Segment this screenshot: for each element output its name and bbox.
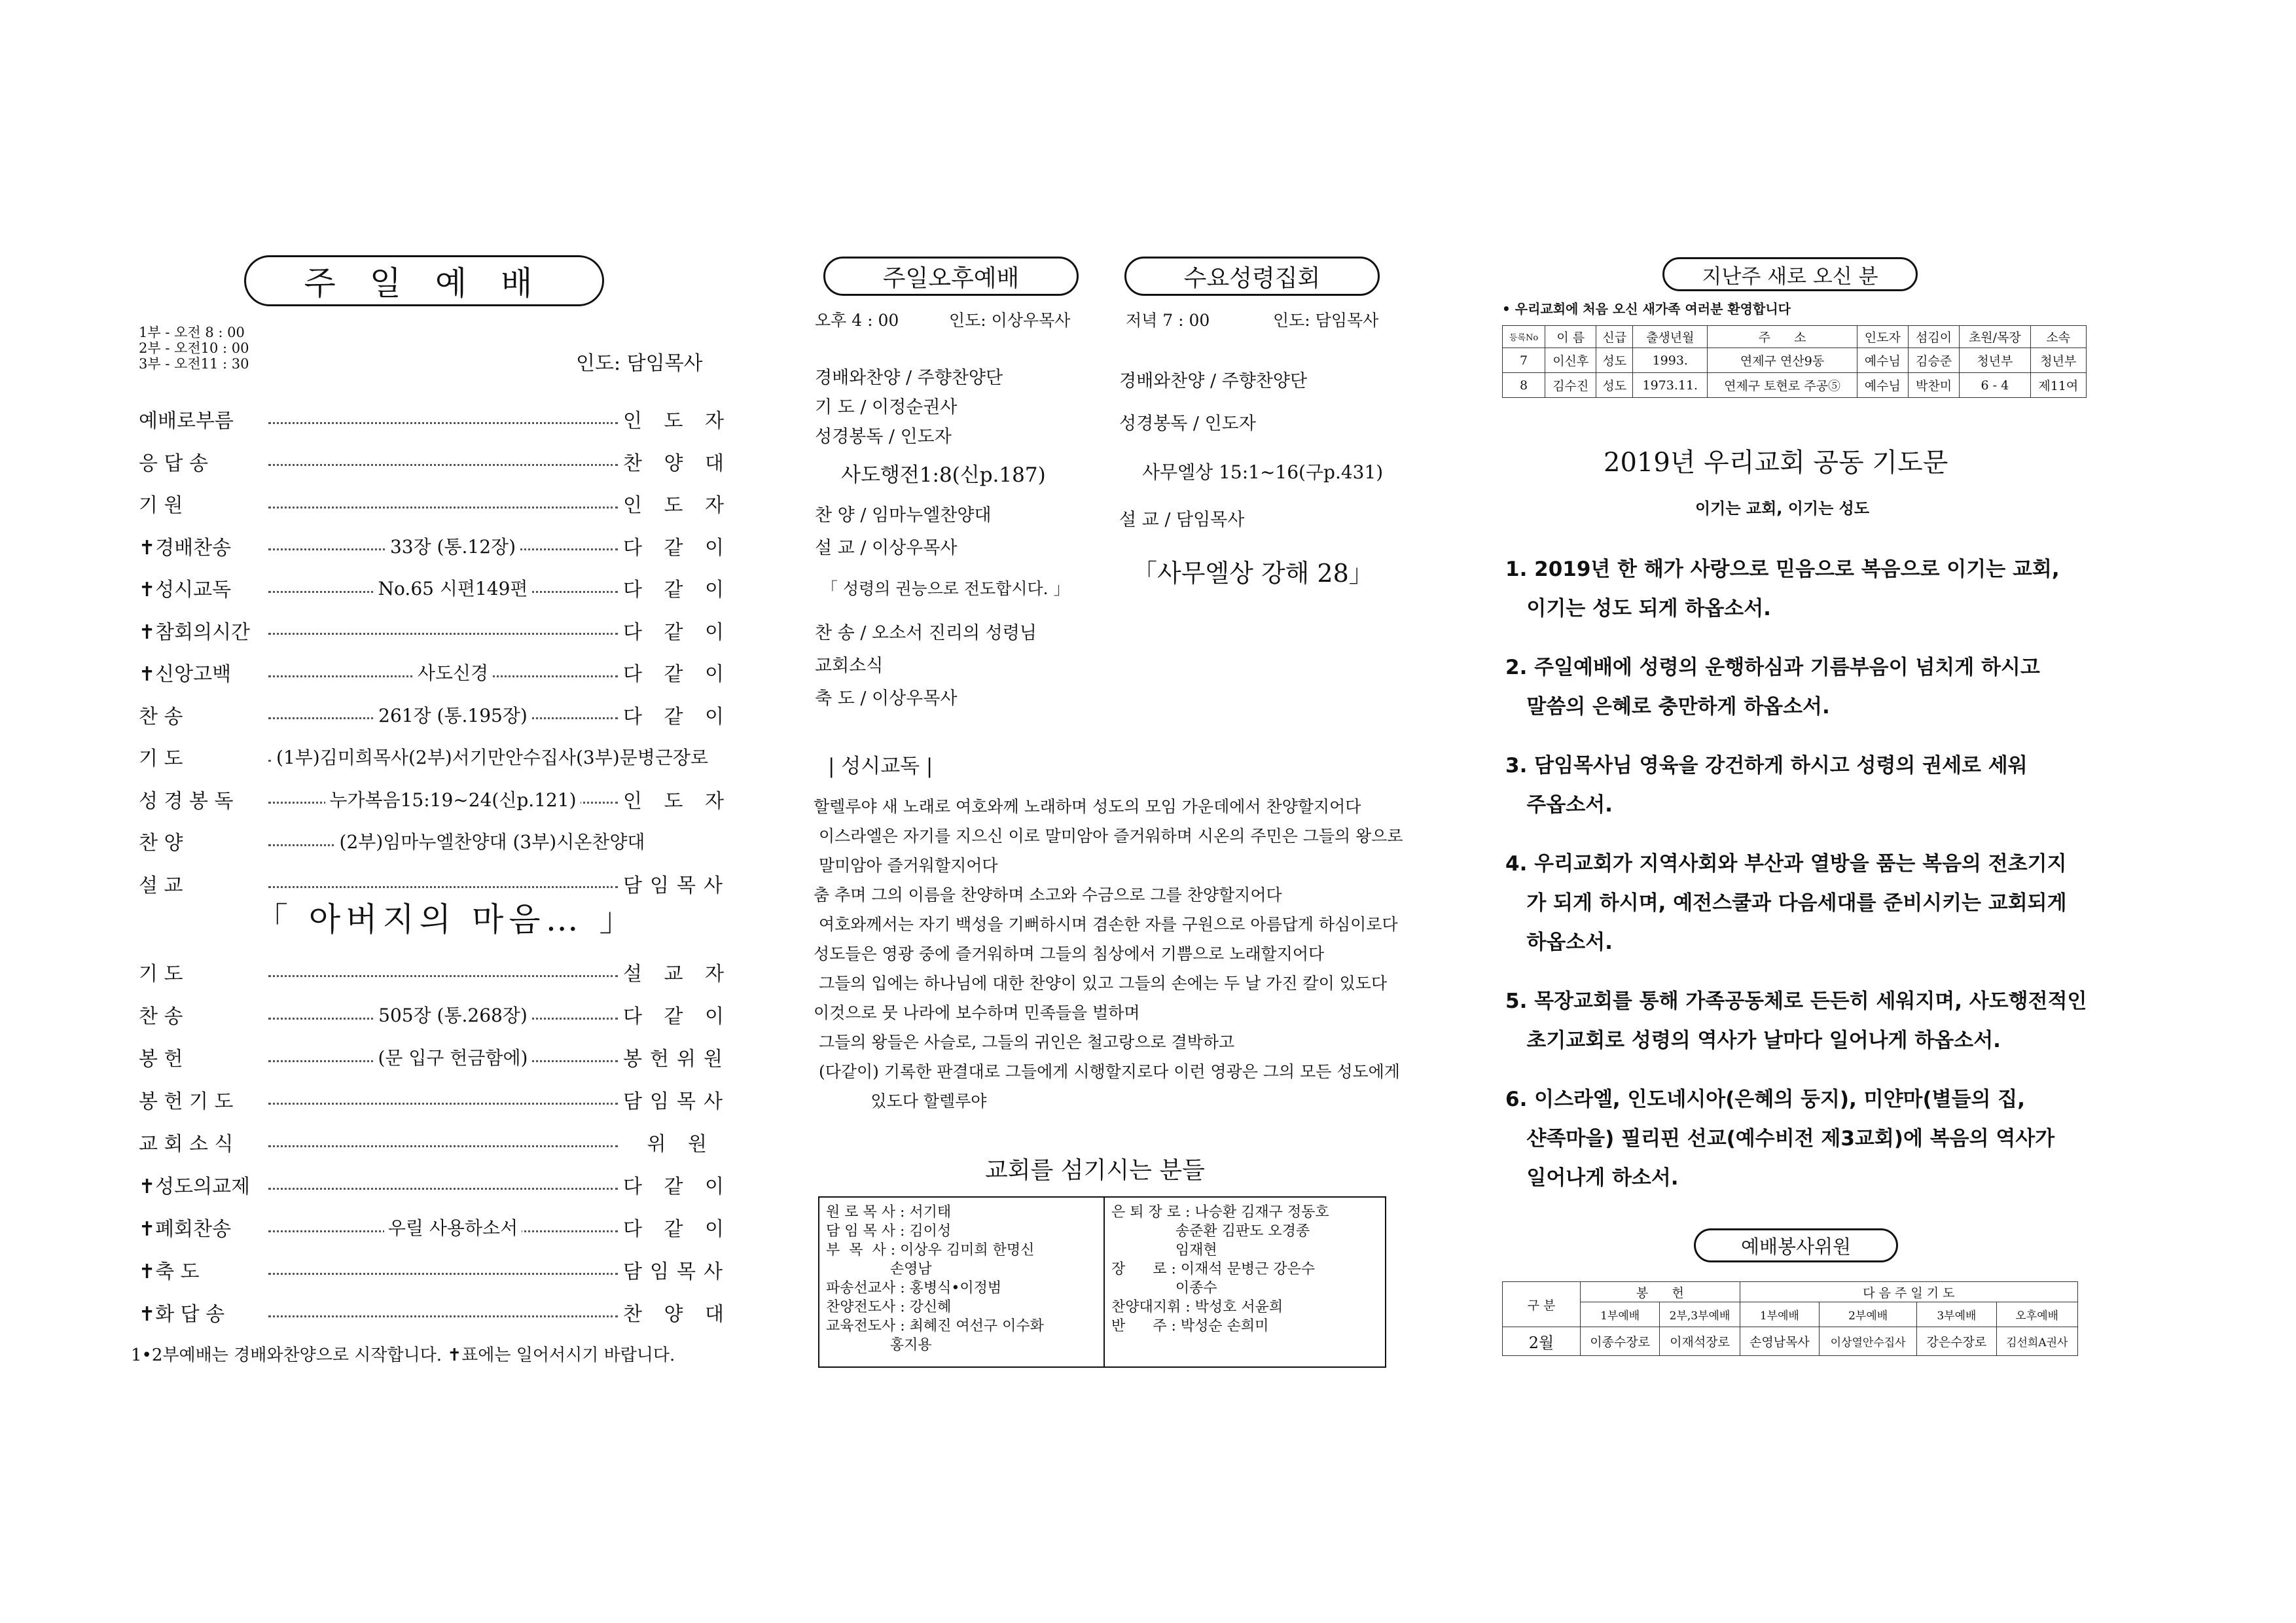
afternoon-item: 축 도 / 이상우목사 xyxy=(815,688,958,709)
order-label: ✝참회의시간 xyxy=(139,620,251,644)
prayer-line: 하옵소서. xyxy=(1505,931,1613,954)
header-cell: 등록No xyxy=(1503,326,1545,348)
table-cell: 성도 xyxy=(1596,348,1633,373)
order-detail xyxy=(289,1214,617,1240)
order-leader: 다 같 이 xyxy=(623,579,732,601)
header-cell: 소속 xyxy=(2030,326,2086,348)
order-label: 설 교 xyxy=(139,874,183,897)
table-cell: 예수님 xyxy=(1857,373,1908,398)
header-cell: 2부,3부예배 xyxy=(1660,1302,1740,1327)
order-row xyxy=(139,1129,715,1155)
leader-dots xyxy=(268,1315,618,1317)
newcomers-welcome: • 우리교회에 처음 오신 새가족 여러분 환영합니다 xyxy=(1502,301,1791,317)
header-cell: 오후예배 xyxy=(1996,1302,2077,1327)
order-detail xyxy=(289,659,617,685)
staff-line: 반 주 : 박성순 손희미 xyxy=(1111,1318,1269,1334)
reading-line: 할렐루야 새 노래로 여호와께 노래하며 성도의 모임 가운데에서 찬양할지어다 xyxy=(814,797,1361,816)
service-times xyxy=(139,325,249,372)
leader-dots xyxy=(268,633,618,635)
leader-dots xyxy=(268,1145,618,1147)
reading-text xyxy=(814,792,1416,1116)
order-row xyxy=(139,533,732,560)
order-label: ✝화 답 송 xyxy=(139,1303,225,1326)
prayer-line: 4. 우리교회가 지역사회와 부산과 열방을 품는 복음의 전초기지 xyxy=(1505,852,2067,876)
order-row xyxy=(139,1257,730,1283)
order-row xyxy=(139,1001,732,1028)
prayer-line: 초기교회로 성령의 역사가 날마다 일어나게 하옵소서. xyxy=(1505,1029,2001,1052)
prayer-item xyxy=(1505,982,2094,1060)
wednesday-leader: 인도: 담임목사 xyxy=(1273,311,1379,330)
order-label: 기 도 xyxy=(139,747,183,770)
table-cell: 제11여 xyxy=(2030,373,2086,398)
order-detail xyxy=(289,1044,617,1070)
order-leader: 다 같 이 xyxy=(623,1218,732,1241)
order-leader: 담임목사 xyxy=(623,1260,730,1283)
table-cell: 손영남목사 xyxy=(1740,1327,1819,1356)
service-table xyxy=(1502,1281,2078,1356)
header-cell: 구 분 xyxy=(1503,1282,1581,1327)
table-row xyxy=(1503,373,2087,398)
wednesday-item: 성경봉독 / 인도자 xyxy=(1119,414,1256,434)
prayer-line: 6. 이스라엘, 인도네시아(은혜의 둥지), 미얀마(별들의 집, xyxy=(1505,1088,2026,1111)
table-cell: 이종수장로 xyxy=(1581,1327,1660,1356)
time-2: 2부 - 오전10 : 00 xyxy=(139,340,249,356)
prayer-line: 1. 2019년 한 해가 사랑으로 믿음으로 복음으로 이기는 교회, xyxy=(1505,558,2060,581)
staff-line: 홍지용 xyxy=(826,1337,932,1353)
table-cell: 김선희A권사 xyxy=(1996,1327,2077,1356)
order-leader: 다 같 이 xyxy=(623,620,732,644)
prayer-line: 일어나게 하소서. xyxy=(1505,1166,1679,1190)
order-detail xyxy=(270,828,715,854)
table-cell: 이재석장로 xyxy=(1660,1327,1740,1356)
footnote: 1•2부예배는 경배와찬양으로 시작합니다. ✝표에는 일어서시기 바랍니다. xyxy=(131,1346,675,1365)
order-label: 교 회 소 식 xyxy=(139,1133,234,1156)
staff-line: 찬양전도사 : 강신혜 xyxy=(826,1299,952,1315)
order-row xyxy=(139,870,730,897)
order-leader: 다 같 이 xyxy=(623,1005,732,1028)
staff-line: 손영남 xyxy=(826,1261,932,1277)
order-detail xyxy=(289,1001,617,1027)
afternoon-leader: 인도: 이상우목사 xyxy=(949,311,1071,330)
order-detail xyxy=(289,786,617,812)
afternoon-item: 찬 송 / 오소서 진리의 성령님 xyxy=(815,623,1037,643)
prayer-item xyxy=(1505,1080,2094,1198)
table-cell: 이신후 xyxy=(1545,348,1596,373)
afternoon-sermon: 「 성령의 권능으로 전도합시다. 」 xyxy=(821,579,1070,598)
order-label: 예배로부름 xyxy=(139,410,234,433)
afternoon-time: 오후 4 : 00 xyxy=(815,311,899,330)
staff-line: 부 목 사 : 이상우 김미희 한명신 xyxy=(826,1242,1035,1258)
table-cell: 6 - 4 xyxy=(1960,373,2030,398)
reading-line: 성도들은 영광 중에 즐거워하며 그들의 침상에서 기쁨으로 노래할지어다 xyxy=(814,944,1325,963)
order-detail-text: 사도신경 xyxy=(414,662,492,684)
order-label: 응 답 송 xyxy=(139,452,209,475)
reading-line: (다같이) 기록한 판결대로 그들에게 시행할지로다 이런 영광은 그의 모든 성도에게 xyxy=(814,1062,1400,1081)
table-cell: 연제구 토현로 주공⑤ xyxy=(1708,373,1857,398)
order-leader: 담임목사 xyxy=(623,1090,730,1113)
afternoon-item: 교회소식 xyxy=(815,656,884,676)
reading-line: 여호와께서는 자기 백성을 기뻐하시며 겸손한 자를 구원으로 아름답게 하심이로다 xyxy=(814,915,1398,934)
order-detail xyxy=(289,702,617,728)
order-label: ✝성도의교제 xyxy=(139,1175,251,1198)
order-label: 찬 양 xyxy=(139,832,183,855)
staff-line: 은 퇴 장 로 : 나승환 김재구 정동호 xyxy=(1111,1204,1329,1221)
prayer-line: 가 되게 하시며, 예전스쿨과 다음세대를 준비시키는 교회되게 xyxy=(1505,891,2067,915)
header-cell: 출생년월 xyxy=(1633,326,1708,348)
order-label: ✝신앙고백 xyxy=(139,663,232,686)
sermon-title: 「 아버지의 마음… 」 xyxy=(255,901,637,938)
order-detail xyxy=(289,575,617,601)
staff-box xyxy=(818,1196,1386,1368)
header-cell: 이 름 xyxy=(1545,326,1596,348)
header-cell: 초원/목장 xyxy=(1960,326,2030,348)
leader-dots xyxy=(268,422,618,424)
prayer-line: 말씀의 은혜로 충만하게 하옵소서. xyxy=(1505,695,1830,719)
table-cell: 청년부 xyxy=(1960,348,2030,373)
reading-line: 춤 추며 그의 이름을 찬양하며 소고와 수금으로 그를 찬양할지어다 xyxy=(814,885,1282,904)
table-cell: 예수님 xyxy=(1857,348,1908,373)
afternoon-scripture: 사도행전1:8(신p.187) xyxy=(841,463,1046,487)
newcomers-table xyxy=(1502,325,2087,398)
order-row xyxy=(139,490,732,517)
wednesday-item: 설 교 / 담임목사 xyxy=(1119,510,1245,530)
afternoon-item: 찬 양 / 임마누엘찬양대 xyxy=(815,505,992,526)
order-row xyxy=(139,1044,730,1071)
reading-line: 말미암아 즐거워할지어다 xyxy=(814,856,998,875)
leader-dots xyxy=(268,975,618,977)
order-label: 봉 헌 xyxy=(139,1048,183,1071)
leader-dots xyxy=(268,464,618,466)
order-detail-text: (문 입구 헌금함에) xyxy=(374,1047,532,1069)
table-header-row xyxy=(1503,1302,2078,1327)
afternoon-item: 성경봉독 / 인도자 xyxy=(815,427,952,447)
order-leader: 다 같 이 xyxy=(623,1175,732,1198)
order-label: 찬 송 xyxy=(139,705,183,728)
sunday-service-title: 주 일 예 배 xyxy=(244,255,604,306)
order-row xyxy=(139,448,732,475)
order-label: ✝축 도 xyxy=(139,1260,200,1283)
order-leader: 인 도 자 xyxy=(623,410,732,433)
staff-line: 송준환 김판도 오경종 xyxy=(1111,1223,1310,1240)
order-leader: 설 교 자 xyxy=(623,963,732,986)
order-row xyxy=(139,1171,732,1198)
leader-dots xyxy=(268,507,618,508)
reading-line: 그들의 왕들은 사슬로, 그들의 귀인은 철고랑으로 결박하고 xyxy=(814,1033,1235,1052)
order-leader: 찬 양 대 xyxy=(623,1303,732,1326)
table-row xyxy=(1503,348,2087,373)
afternoon-item: 경배와찬양 / 주향찬양단 xyxy=(815,368,1003,388)
reading-line: 있도다 할렐루야 xyxy=(814,1092,987,1111)
leader-dots xyxy=(268,886,618,888)
order-row xyxy=(139,1086,730,1113)
reading-line: 그들의 입에는 하나님에 대한 찬양이 있고 그들의 손에는 두 날 가진 칼이 있도다 xyxy=(814,974,1388,993)
header-cell: 1부예배 xyxy=(1581,1302,1660,1327)
header-cell: 섬김이 xyxy=(1908,326,1959,348)
afternoon-title: 주일오후예배 xyxy=(823,257,1079,296)
reading-line: 이스라엘은 자기를 지으신 이로 말미암아 즐거워하며 시온의 주민은 그들의 왕으로 xyxy=(814,827,1403,846)
order-label: 기 원 xyxy=(139,494,183,517)
prayer-list xyxy=(1505,550,2094,1217)
table-cell: 청년부 xyxy=(2030,348,2086,373)
staff-line: 파송선교사 : 홍병식•이정범 xyxy=(826,1280,1002,1296)
table-cell: 연제구 연산9동 xyxy=(1708,348,1857,373)
sunday-leader: 인도: 담임목사 xyxy=(576,352,703,375)
table-cell: 7 xyxy=(1503,348,1545,373)
order-row xyxy=(139,702,732,728)
order-row xyxy=(139,406,732,433)
header-cell: 신급 xyxy=(1596,326,1633,348)
header-cell: 1부예배 xyxy=(1740,1302,1819,1327)
table-cell: 이상열안수집사 xyxy=(1820,1327,1917,1356)
staff-line: 찬양대지휘 : 박성호 서윤희 xyxy=(1111,1299,1283,1315)
order-detail-text: (1부)김미희목사(2부)서기만안수집사(3부)문병근장로 xyxy=(272,747,712,768)
order-detail-text: (2부)임마누엘찬양대 (3부)시온찬양대 xyxy=(336,831,649,853)
prayer-item xyxy=(1505,746,2094,825)
order-row xyxy=(139,743,715,770)
newcomers-title: 지난주 새로 오신 분 xyxy=(1662,257,1918,291)
order-row xyxy=(139,786,732,813)
prayer-line: 주옵소서. xyxy=(1505,793,1613,817)
header-cell: 주 소 xyxy=(1708,326,1857,348)
table-cell: 강은수장로 xyxy=(1917,1327,1996,1356)
time-3: 3부 - 오전11 : 30 xyxy=(139,356,249,372)
order-row xyxy=(139,1299,732,1326)
leader-dots xyxy=(268,1273,618,1275)
wednesday-item: 경배와찬양 / 주향찬양단 xyxy=(1119,371,1308,391)
table-cell: 김승준 xyxy=(1908,348,1959,373)
order-row xyxy=(139,1214,732,1241)
table-cell: 김수진 xyxy=(1545,373,1596,398)
order-row xyxy=(139,659,732,686)
wednesday-title: 수요성령집회 xyxy=(1124,257,1380,296)
table-row xyxy=(1503,1327,2078,1356)
table-header-row xyxy=(1503,1282,2078,1302)
order-leader: 다 같 이 xyxy=(623,663,732,686)
prayer-title: 2019년 우리교회 공동 기도문 xyxy=(1604,448,1948,478)
table-cell: 1993. xyxy=(1633,348,1708,373)
wednesday-time: 저녁 7 : 00 xyxy=(1126,311,1210,330)
prayer-item xyxy=(1505,844,2094,962)
leader-dots xyxy=(268,1188,618,1190)
header-cell: 3부예배 xyxy=(1917,1302,1996,1327)
order-leader: 인 도 자 xyxy=(623,789,732,813)
service-committee-title: 예배봉사위원 xyxy=(1694,1228,1898,1262)
order-detail-text: 우릴 사용하소서 xyxy=(384,1217,522,1239)
table-cell: 2월 xyxy=(1503,1327,1581,1356)
prayer-item xyxy=(1505,550,2094,628)
order-leader: 인 도 자 xyxy=(623,494,732,517)
order-detail-text: 누가복음15:19~24(신p.121) xyxy=(325,789,580,811)
order-label: 기 도 xyxy=(139,963,183,986)
staff-title: 교회를 섬기시는 분들 xyxy=(985,1157,1205,1184)
staff-line: 담 임 목 사 : 김이성 xyxy=(826,1223,952,1240)
order-detail-text: 261장 (통.195장) xyxy=(374,705,531,726)
staff-left xyxy=(819,1198,1105,1366)
order-detail xyxy=(270,743,715,770)
order-label: 성 경 봉 독 xyxy=(139,789,234,813)
staff-line: 원 로 목 사 : 서기태 xyxy=(826,1204,952,1221)
order-leader: 담임목사 xyxy=(623,874,730,897)
table-cell: 1973.11. xyxy=(1633,373,1708,398)
order-leader: 다 같 이 xyxy=(623,705,732,728)
order-label: 찬 송 xyxy=(139,1005,183,1028)
table-header-row xyxy=(1503,326,2087,348)
reading-title: | 성시교독 | xyxy=(828,755,933,778)
afternoon-item: 기 도 / 이정순권사 xyxy=(815,397,958,418)
prayer-line: 5. 목장교회를 통해 가족공동체로 든든히 세워지며, 사도행전적인 xyxy=(1505,990,2087,1013)
header-cell: 인도자 xyxy=(1857,326,1908,348)
order-label: 봉 헌 기 도 xyxy=(139,1090,234,1113)
header-cell: 봉 헌 xyxy=(1581,1282,1740,1302)
time-1: 1부 - 오전 8 : 00 xyxy=(139,325,245,340)
order-leader: 봉헌위원 xyxy=(623,1048,730,1071)
header-cell: 다 음 주 일 기 도 xyxy=(1740,1282,2077,1302)
order-label: ✝경배찬송 xyxy=(139,536,232,560)
staff-line: 장 로 : 이재석 문병근 강은수 xyxy=(1111,1261,1316,1277)
prayer-line: 3. 담임목사님 영육을 강건하게 하시고 성령의 권세로 세워 xyxy=(1505,754,2028,777)
prayer-line: 이기는 성도 되게 하옵소서. xyxy=(1505,597,1771,620)
staff-line: 임재현 xyxy=(1111,1242,1217,1258)
staff-line: 이종수 xyxy=(1111,1280,1217,1296)
order-label: ✝성시교독 xyxy=(139,579,232,601)
header-cell: 2부예배 xyxy=(1820,1302,1917,1327)
table-cell: 성도 xyxy=(1596,373,1633,398)
leader-dots xyxy=(268,1103,618,1105)
order-row xyxy=(139,575,732,601)
order-leader: 찬 양 대 xyxy=(623,452,732,475)
table-cell: 8 xyxy=(1503,373,1545,398)
staff-right xyxy=(1105,1198,1385,1366)
wednesday-sermon: 「사무엘상 강해 28」 xyxy=(1132,559,1374,588)
order-row xyxy=(139,617,732,644)
order-row xyxy=(139,828,715,854)
order-label: ✝폐회찬송 xyxy=(139,1218,232,1241)
order-detail xyxy=(289,533,617,559)
prayer-item xyxy=(1505,648,2094,726)
order-leader: 다 같 이 xyxy=(623,536,732,560)
prayer-subtitle: 이기는 교회, 이기는 성도 xyxy=(1695,499,1870,518)
table-cell: 박찬미 xyxy=(1908,373,1959,398)
prayer-line: 2. 주일예배에 성령의 운행하심과 기름부음이 넘치게 하시고 xyxy=(1505,656,2040,679)
afternoon-item: 설 교 / 이상우목사 xyxy=(815,538,958,558)
reading-line: 이것으로 뭇 나라에 보수하며 민족들을 벌하며 xyxy=(814,1003,1140,1022)
order-detail-text: 33장 (통.12장) xyxy=(386,536,520,558)
wednesday-scripture: 사무엘상 15:1~16(구p.431) xyxy=(1142,461,1384,483)
order-detail-text: 505장 (통.268장) xyxy=(374,1005,531,1026)
order-leader: 위 원 xyxy=(647,1133,715,1156)
prayer-line: 샨족마을) 필리핀 선교(예수비전 제3교회)에 복음의 역사가 xyxy=(1505,1127,2055,1150)
order-row xyxy=(139,959,732,986)
staff-line: 교육전도사 : 최혜진 여선구 이수화 xyxy=(826,1318,1044,1334)
order-detail-text: No.65 시편149편 xyxy=(374,578,532,599)
